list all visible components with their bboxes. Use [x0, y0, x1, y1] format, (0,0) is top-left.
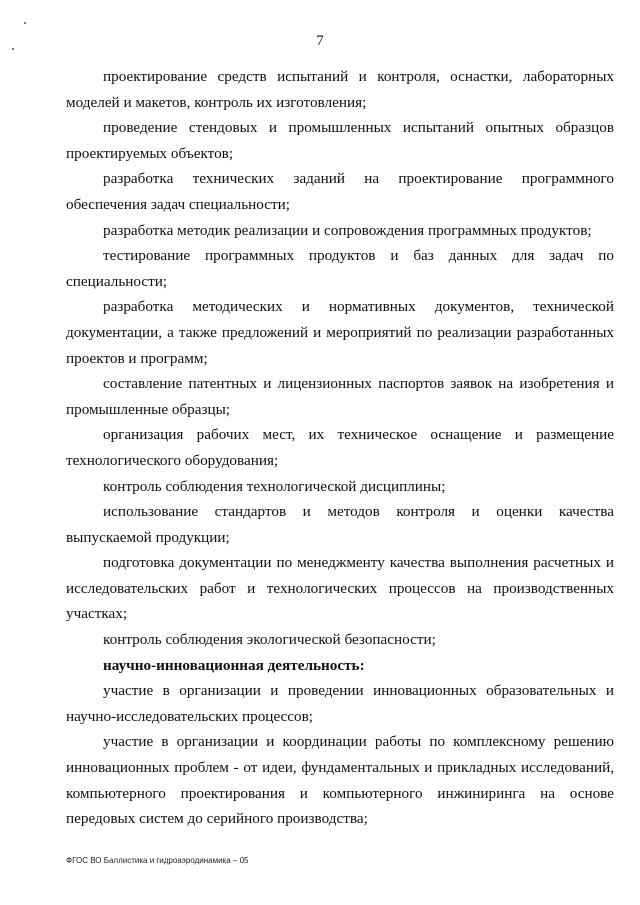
- list-paragraph: разработка технических заданий на проектирование программного обеспечения задач специальности;: [66, 170, 614, 213]
- list-paragraph: составление патентных и лицензионных паспортов заявок на изобретения и промышленные образцы;: [66, 375, 614, 418]
- list-paragraph: подготовка документации по менеджменту качества выполнения расчетных и исследовательских работ и технологических процессов на производственных участках;: [66, 554, 614, 623]
- list-paragraph: контроль соблюдения экологической безопасности;: [103, 631, 436, 649]
- document-footer: ФГОС ВО Баллистика и гидроаэродинамика – 05: [66, 856, 249, 865]
- list-paragraph: разработка методических и нормативных документов, технической документации, а также предложений и мероприятий по реализации разработанных проектов и программ;: [66, 298, 614, 367]
- list-paragraph: использование стандартов и методов контроля и оценки качества выпускаемой продукции;: [66, 503, 614, 546]
- list-paragraph: проектирование средств испытаний и контроля, оснастки, лабораторных моделей и макетов, контроль их изготовления;: [66, 68, 614, 111]
- list-paragraph: участие в организации и координации работы по комплексному решению инновационных проблем - от идеи, фундаментальных и прикладных исследований, компьютерного проектирования и компьютерного инжиниринга на основе передовых систем до серийного производства;: [66, 733, 614, 828]
- scan-mark-top: [24, 22, 26, 24]
- list-paragraph: разработка методик реализации и сопровождения программных продуктов;: [103, 221, 592, 239]
- page-number: 7: [316, 33, 324, 49]
- list-paragraph: проведение стендовых и промышленных испытаний опытных образцов проектируемых объектов;: [66, 119, 614, 162]
- list-paragraph: тестирование программных продуктов и баз данных для задач по специальности;: [66, 247, 614, 290]
- list-paragraph: участие в организации и проведении инновационных образовательных и научно-исследовательских процессов;: [66, 682, 614, 725]
- section-heading: научно-инновационная деятельность:: [103, 656, 365, 674]
- list-paragraph: контроль соблюдения технологической дисциплины;: [103, 477, 446, 495]
- document-body: [66, 64, 614, 832]
- list-paragraph: организация рабочих мест, их техническое оснащение и размещение технологического оборудования;: [66, 426, 614, 469]
